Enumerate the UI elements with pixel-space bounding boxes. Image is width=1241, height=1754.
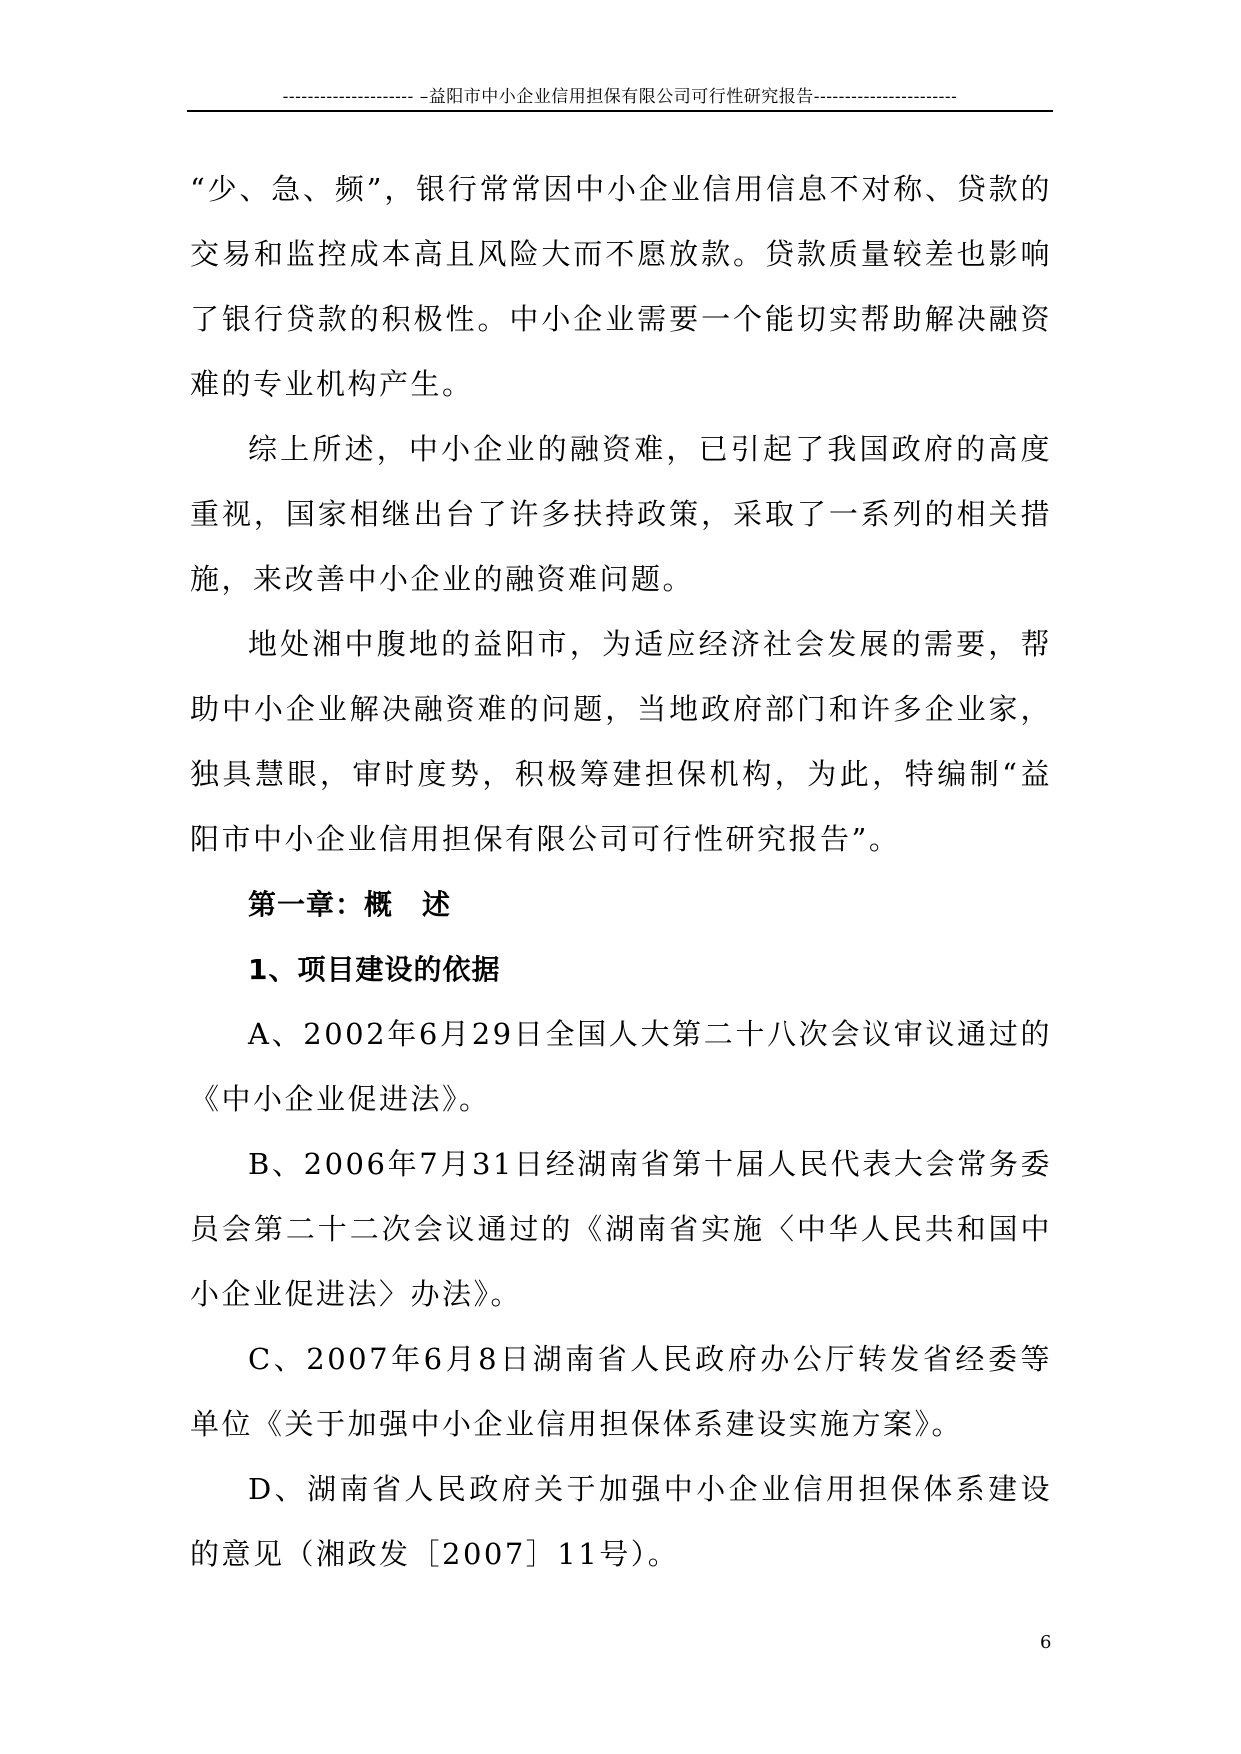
- basis-item-b: B、2006年7月31日经湖南省第十届人民代表大会常务委员会第二十二次会议通过的《湖南省实施〈中华人民共和国中小企业促进法〉办法》。: [190, 1147, 1052, 1311]
- basis-item-a: A、2002年6月29日全国人大第二十八次会议审议通过的《中小企业促进法》。: [190, 1017, 1052, 1116]
- section-heading: 1、项目建设的依据: [248, 953, 501, 986]
- paragraph-yiyang: 地处湘中腹地的益阳市，为适应经济社会发展的需要，帮助中小企业解决融资难的问题，当地政府部门和许多企业家，独具慧眼，审时度势，积极筹建担保机构，为此，特编制“益阳市中小企业信用担保有限公司可行性研究报告”。: [190, 627, 1052, 856]
- paragraph-continued: “少、急、频”，银行常常因中小企业信用信息不对称、贷款的交易和监控成本高且风险大而不愿放款。贷款质量较差也影响了银行贷款的积极性。中小企业需要一个能切实帮助解决融资难的专业机构产生。: [190, 172, 1052, 401]
- basis-item-d: D、湖南省人民政府关于加强中小企业信用担保体系建设的意见（湘政发［2007］11号）。: [190, 1472, 1052, 1571]
- chapter-heading: 第一章：概 述: [248, 888, 452, 921]
- basis-item-c: C、2007年6月8日湖南省人民政府办公厅转发省经委等单位《关于加强中小企业信用担保体系建设实施方案》。: [190, 1342, 1052, 1441]
- page-number: 6: [1040, 1632, 1052, 1653]
- paragraph-summary: 综上所述，中小企业的融资难，已引起了我国政府的高度重视，国家相继出台了许多扶持政策，采取了一系列的相关措施，来改善中小企业的融资难问题。: [190, 432, 1052, 596]
- document-body: [190, 157, 1052, 1587]
- running-header: --------------------- –益阳市中小企业信用担保有限公司可行性研究报告-----------------------: [187, 86, 1053, 112]
